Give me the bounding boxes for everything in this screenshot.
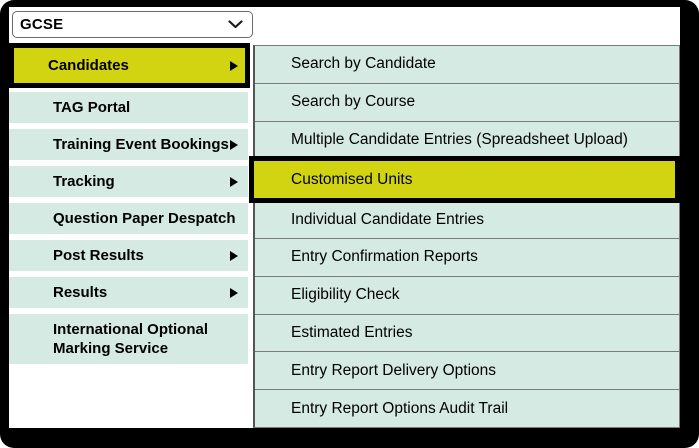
submenu-item-label: Entry Report Delivery Options bbox=[291, 361, 497, 379]
submenu-item-estimated-entries[interactable] bbox=[255, 314, 679, 352]
submenu-item-eligibility-check[interactable] bbox=[255, 276, 679, 314]
submenu-item-entry-confirmation-reports[interactable] bbox=[255, 238, 679, 276]
sidebar-item-international-optional-marking-service[interactable] bbox=[9, 314, 248, 364]
qualification-select-value: GCSE bbox=[20, 16, 64, 33]
sidebar-item-label: International Optional Marking Service bbox=[53, 320, 209, 357]
sidebar-item-tag-portal[interactable] bbox=[9, 92, 248, 123]
right-arrow-icon bbox=[230, 251, 238, 261]
submenu-item-label: Individual Candidate Entries bbox=[291, 210, 485, 228]
right-arrow-icon bbox=[230, 61, 238, 71]
submenu-item-label: Eligibility Check bbox=[291, 286, 400, 304]
sidebar-item-training-event-bookings[interactable] bbox=[9, 129, 248, 160]
submenu-item-search-by-course[interactable] bbox=[255, 83, 679, 121]
sidebar-item-label: Candidates bbox=[48, 57, 129, 74]
sidebar-item-question-paper-despatch[interactable] bbox=[9, 203, 248, 234]
sidebar-item-label: Tracking bbox=[53, 173, 115, 190]
sidebar-item-label: Training Event Bookings bbox=[53, 136, 229, 153]
menu-window-content bbox=[9, 7, 680, 428]
submenu-item-label: Entry Report Options Audit Trail bbox=[291, 399, 509, 417]
sidebar-item-label: Results bbox=[53, 284, 108, 301]
submenu-item-label: Entry Confirmation Reports bbox=[291, 248, 478, 266]
submenu-item-customised-units[interactable] bbox=[249, 156, 680, 203]
chevron-down-icon bbox=[228, 20, 243, 29]
right-arrow-icon bbox=[230, 140, 238, 150]
right-arrow-icon bbox=[230, 177, 238, 187]
qualification-select[interactable] bbox=[12, 11, 253, 38]
candidates-submenu bbox=[253, 45, 680, 428]
sidebar-item-label: TAG Portal bbox=[53, 99, 131, 116]
submenu-item-multiple-candidate-entries[interactable] bbox=[255, 121, 679, 159]
sidebar-item-results[interactable] bbox=[9, 277, 248, 308]
submenu-item-entry-report-options-audit-trail[interactable] bbox=[255, 389, 679, 427]
sidebar-item-label: Question Paper Despatch bbox=[53, 210, 236, 227]
submenu-item-label: Search by Candidate bbox=[291, 55, 436, 73]
right-arrow-icon bbox=[230, 288, 238, 298]
sidebar-item-label: Post Results bbox=[53, 247, 144, 264]
sidebar-item-candidates[interactable] bbox=[9, 43, 250, 88]
submenu-item-search-by-candidate[interactable] bbox=[255, 46, 679, 83]
submenu-item-label: Customised Units bbox=[291, 170, 413, 188]
submenu-item-label: Search by Course bbox=[291, 93, 416, 111]
submenu-item-individual-candidate-entries[interactable] bbox=[255, 201, 679, 238]
submenu-item-label: Estimated Entries bbox=[291, 323, 413, 341]
submenu-item-label: Multiple Candidate Entries (Spreadsheet Upload) bbox=[291, 130, 628, 148]
sidebar-item-tracking[interactable] bbox=[9, 166, 248, 197]
sidebar-item-post-results[interactable] bbox=[9, 240, 248, 271]
submenu-item-entry-report-delivery-options[interactable] bbox=[255, 351, 679, 389]
